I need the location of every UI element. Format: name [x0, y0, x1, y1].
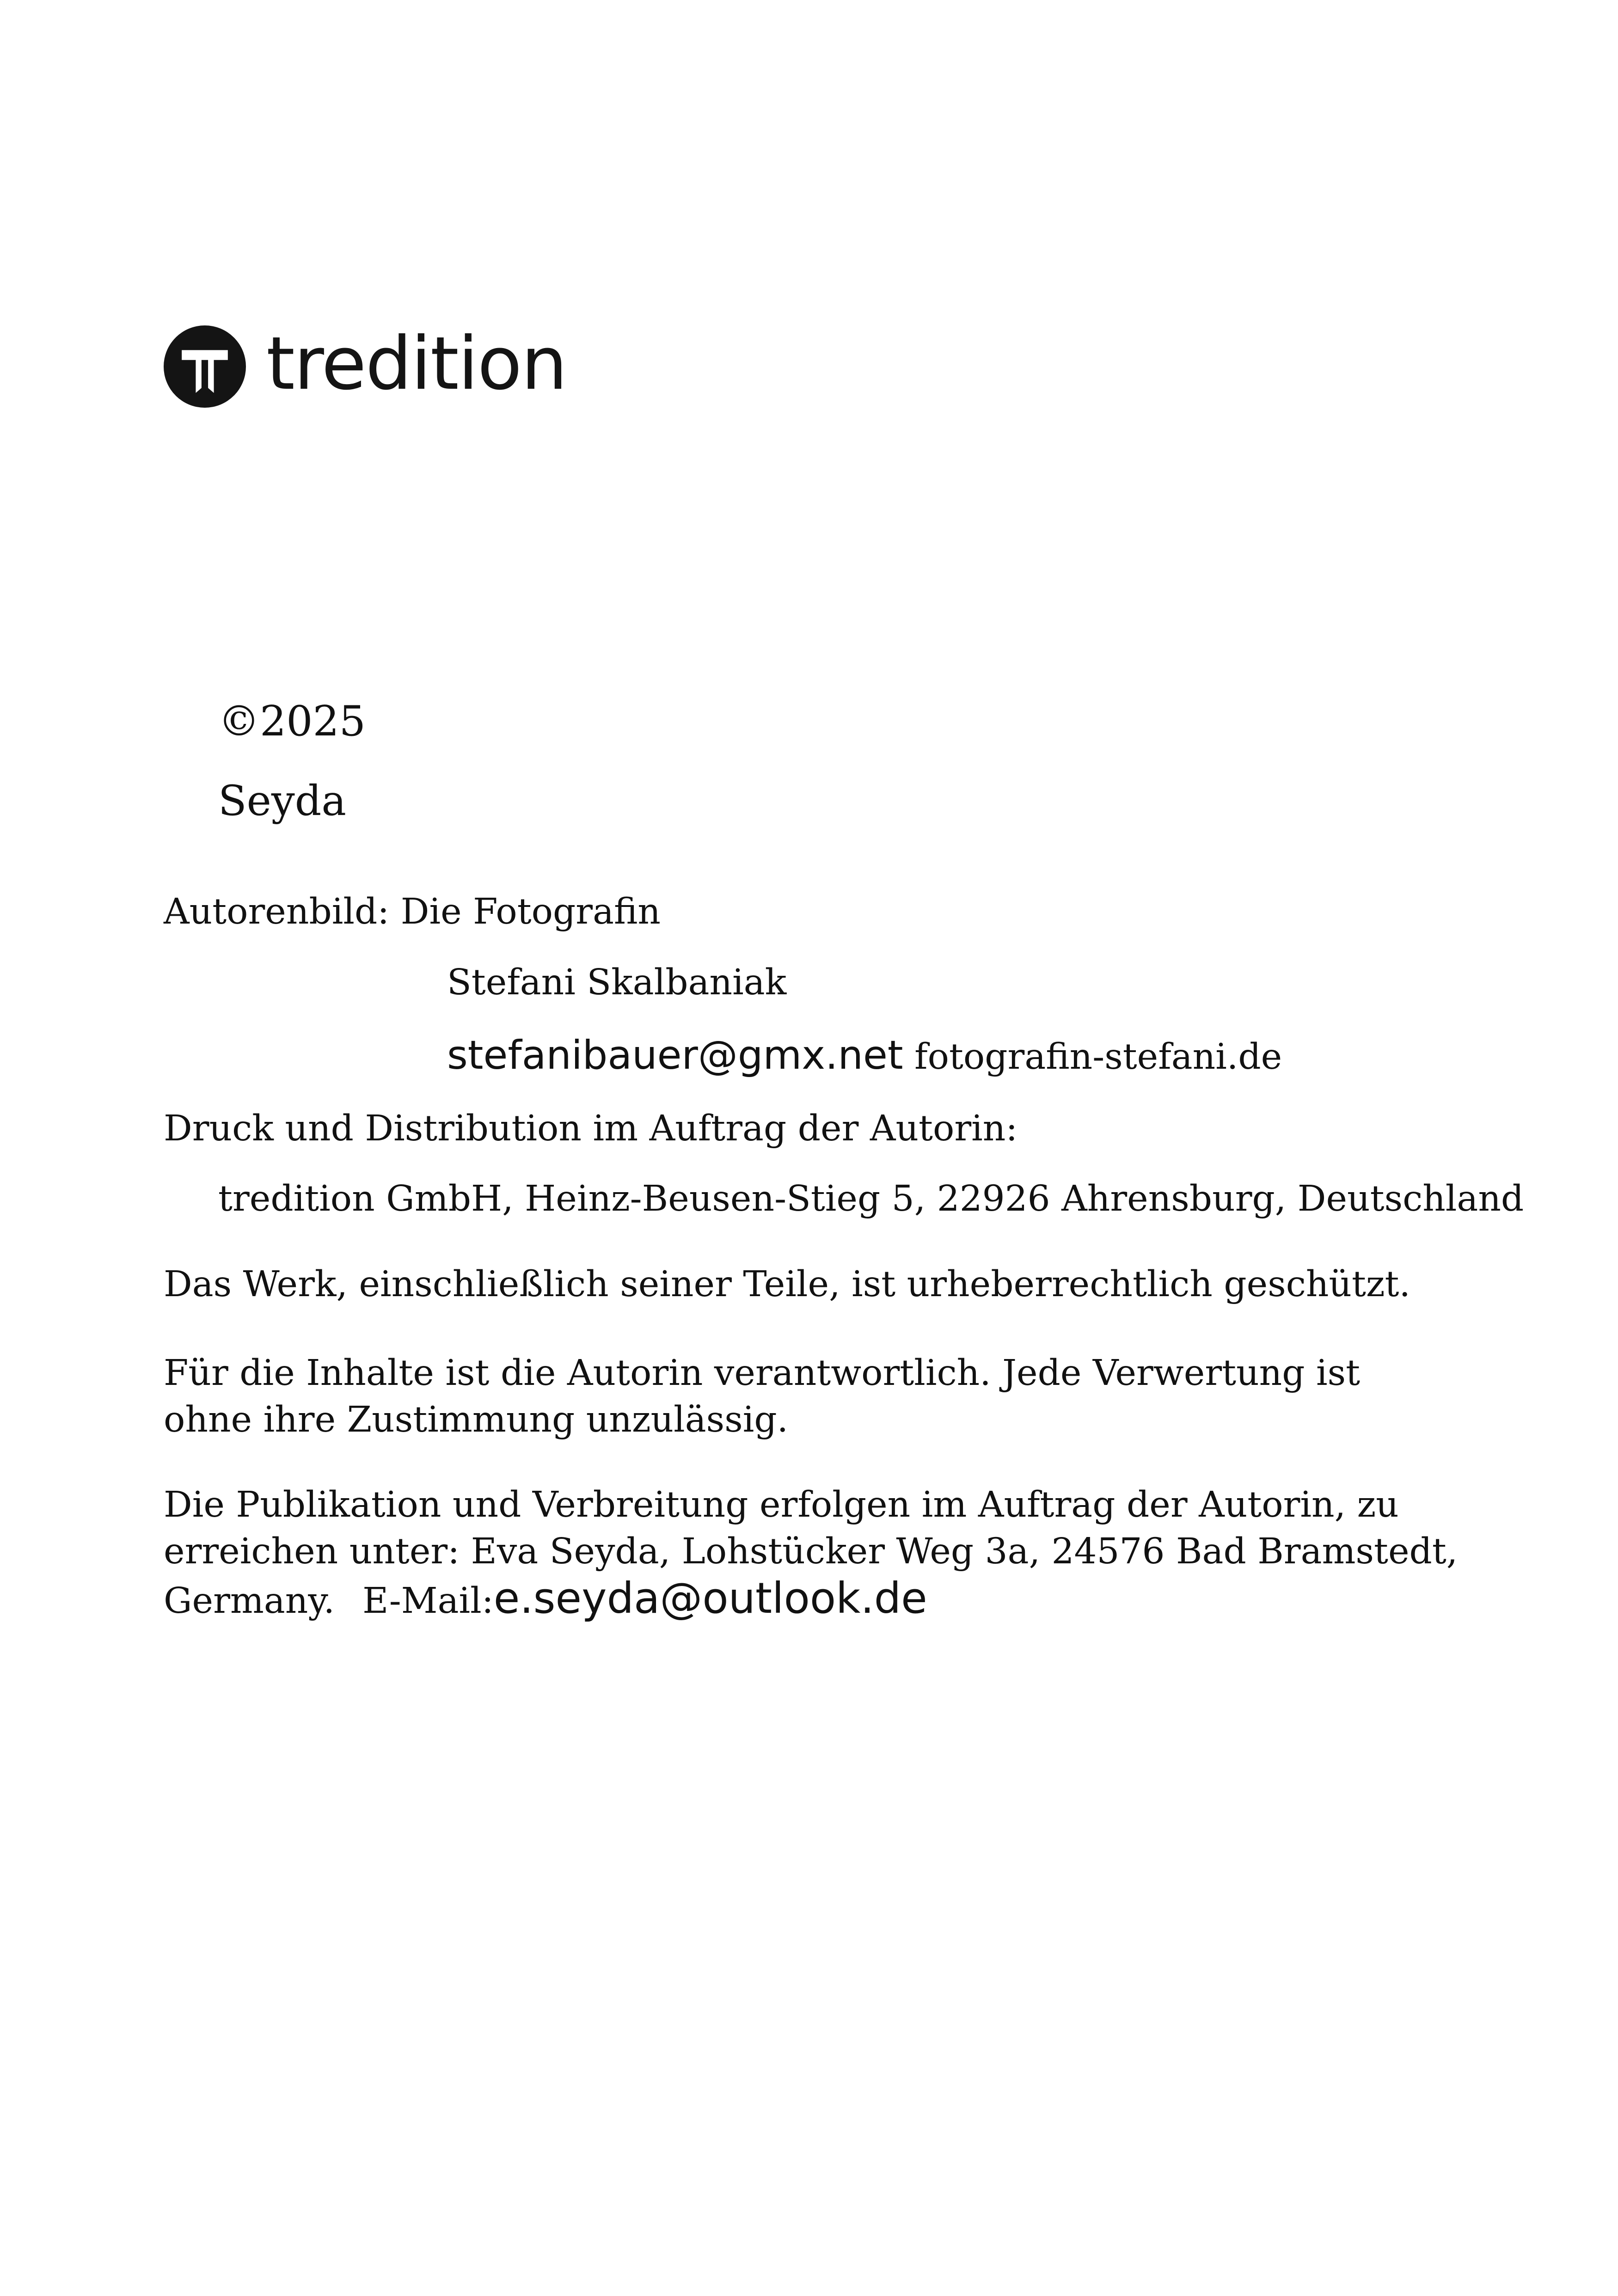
- tredition-logo-icon: [164, 325, 246, 408]
- email-label: E-Mail:: [362, 1580, 494, 1622]
- publisher-logo: [164, 321, 567, 408]
- publication-address: Die Publikation und Verbreitung erfolgen im Auftrag der Autorin, zu erreichen unter: Eva Seyda, Lohstücker Weg 3a, 24576 Bad Bramstedt, Germany.: [164, 1484, 1458, 1622]
- photographer-email[interactable]: stefanibauer@gmx.net: [447, 1032, 903, 1078]
- printer-address: tredition GmbH, Heinz-Beusen-Stieg 5, 22926 Ahrensburg, Deutschland: [218, 1178, 1524, 1219]
- photo-credit-label: Autorenbild: Die Fotografin: [164, 891, 661, 932]
- publication-text: [164, 1482, 1458, 1624]
- photographer-name: Stefani Skalbaniak: [447, 962, 787, 1003]
- author-email[interactable]: e.seyda@outlook.de: [493, 1574, 927, 1623]
- logo-wordmark: tredition: [266, 321, 567, 406]
- photographer-contact: [447, 1031, 1282, 1081]
- print-heading: Druck und Distribution im Auftrag der Autorin:: [164, 1108, 1018, 1149]
- photographer-website[interactable]: fotografin-stefani.de: [914, 1036, 1282, 1078]
- copyright-year: ©2025: [218, 697, 366, 746]
- copyright-notice: Das Werk, einschließlich seiner Teile, ist urheberrechtlich geschützt.: [164, 1264, 1410, 1305]
- copyright-author: Seyda: [218, 777, 347, 825]
- responsibility-paragraph: [164, 1350, 1458, 1443]
- publication-paragraph: [164, 1482, 1458, 1624]
- responsibility-text: Für die Inhalte ist die Autorin verantwortlich. Jede Verwertung ist ohne ihre Zustimmung unzulässig.: [164, 1353, 1361, 1440]
